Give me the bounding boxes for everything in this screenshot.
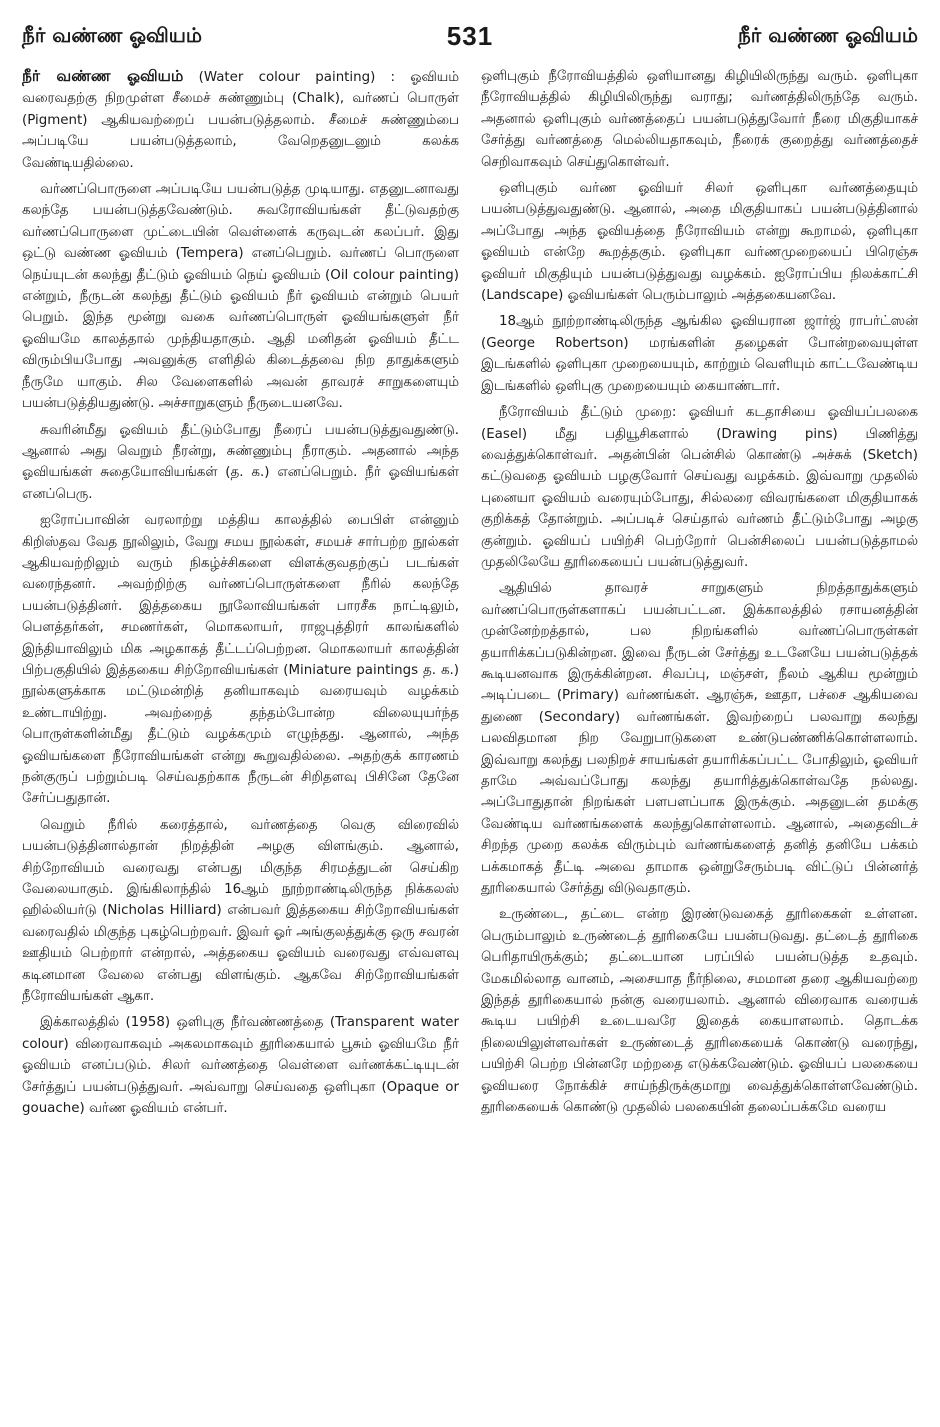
paragraph: வெறும் நீரில் கரைத்தால், வர்ணத்தை வெகு விரைவில் பயன்படுத்தினால்தான் நிறத்தின் அழகு விளங்கும். ஆனால், சிற்றோவியம் வரைவது என்பது மிகுந்த சிரமத்துடன் செய்கிற வேலையாகும். இங்கிலாந்தில் 16ஆம் நூற்றாண்டிலிருந்த நிக்கலஸ் ஹில்லியர்டு (Nicholas Hilliard) என்பவர் இத்தகைய சிற்றோவியங்கள் வரைவதில் மிகுந்த புகழ்பெற்றவர். இவர் ஓர் அங்குலத்துக்கு ஒரு சவரன் ஊதியம் பெற்றார் என்றால், அத்தகைய ஓவியம் வரைவது எவ்வளவு கடினமான வேலை என்பது விளங்கும். ஆகவே சிற்றோவியங்கள் நீரோவியங்கள் ஆகா. (22, 817, 459, 1005)
paragraph: உருண்டை, தட்டை என்ற இரண்டுவகைத் தூரிகைகள் உள்ளன. பெரும்பாலும் உருண்டைத் தூரிகையே பயன்படுவது. தட்டைத் தூரிகை பெரிதாயிருக்கும்; தட்டையான பரப்பில் பயன்படுத்த உதவும். மேகமில்லாத வானம், அசையாத நீர்நிலை, சமமான தரை ஆகியவற்றை இந்தத் தூரிகையால் நன்கு வரையலாம். ஆனால் விரைவாக வரையக் கூடிய பயிற்சி உடையவரே இதைக் கையாளலாம். தொடக்க நிலையிலுள்ளவர்கள் உருண்டைத் தூரிகையைக் கொண்டு வரைந்து, பயிற்சி பெற்ற பின்னரே மற்றதை எடுக்கவேண்டும். ஓவியப் பலகையை ஓவியரை நோக்கிச் சாய்ந்திருக்குமாறு வைத்துக்கொள்ளவேண்டும். தூரிகையைக் கொண்டு முதலில் பலகையின் தலைப்பக்கமே வரைய (481, 907, 918, 1116)
page-header (22, 16, 918, 56)
paragraph: வர்ணப்பொருளை அப்படியே பயன்படுத்த முடியாது. எதனுடனாவது கலந்தே பயன்படுத்தவேண்டும். சுவரோவியங்கள் தீட்டுவதற்கு வர்ணப்பொருளை முட்டையின் வெள்ளைக் கருவுடன் கலப்பர். இது ஒட்டு வண்ண ஓவியம் (Tempera) எனப்பெறும். வர்ணப் பொருளை நெய்யுடன் கலந்து தீட்டும் ஓவியம் நெய் ஓவியம் (Oil colour painting) என்றும், நீருடன் கலந்து தீட்டும் ஓவியம் நீர் ஓவியம் என்றும் பெயர் பெறும். இந்த மூன்று வகை வர்ணப்பொருள் ஓவியங்களுள் நீர் ஓவியமே காலத்தால் முந்தியதாகும். ஆதி மனிதன் ஓவியம் தீட்ட விரும்பியபோது அவனுக்கு எளிதில் கிடைத்தவை நிற தாதுக்களும் நீருமே யாகும். சில வேளைகளில் அவன் தாவரச் சாறுகளையும் பயன்படுத்தியதுண்டு. அச்சாறுகளும் நீருடையனவே. (22, 182, 459, 412)
article-body (22, 66, 918, 1387)
paragraph (22, 66, 459, 174)
paragraph-text: (Water colour painting) : ஓவியம் வரைவதற்கு நிறமுள்ள சீமைச் சுண்ணும்பு (Chalk), வர்ணப் பொருள் (Pigment) ஆகியவற்றைப் பயன்படுத்தலாம். சீமைச் சுண்ணும்பை அப்படியே பயன்படுத்தலாம், வேறெதனுடனும் கலக்க வேண்டியதில்லை. (22, 70, 459, 171)
paragraph: ஐரோப்பாவின் வரலாற்று மத்திய காலத்தில் பைபிள் என்னும் கிறிஸ்தவ வேத நூலிலும், வேறு சமய நூல்கள், சமயச் சார்பற்ற நூல்கள் ஆகியவற்றிலும் வரும் நிகழ்ச்சிகளை விளக்குவதற்குப் படங்கள் வரைந்தனர். அவற்றிற்கு வர்ணப்பொருள்களை நீரில் கலந்தே பயன்படுத்தினர். இத்தகைய நூலோவியங்கள் பாரசீக நாட்டிலும், பௌத்தர்கள், சமணர்கள், மொகலாயர், ராஜபுத்திரர் காலங்களில் இந்தியாவிலும் மிக அழகாகத் தீட்டப்பெற்றன. மொகலாயர் காலத்தின் பிற்பகுதியில் இத்தகைய சிற்றோவியங்கள் (Miniature paintings த. க.) நூல்களுக்காக மட்டுமன்றித் தனியாகவும் வரையவும் வழக்கம் உண்டாயிற்று. அவற்றைத் தந்தம்போன்ற விலையுயர்ந்த பொருள்களின்மீது தீட்டும் வழக்கமும் எழுந்தது. ஆனால், அந்த ஓவியங்களை நீரோவியங்கள் என்று கூறுவதில்லை. அதற்குக் காரணம் நன்குருப் பற்றும்படி செய்வதற்காக நீருடன் சிறிதளவு பிசினே தேனே சேர்ப்பதுதான். (22, 513, 459, 807)
paragraph: சுவரின்மீது ஓவியம் தீட்டும்போது நீரைப் பயன்படுத்துவதுண்டு. ஆனால் அது வெறும் நீரன்று, சுண்ணும்பு நீராகும். அதனால் அந்த ஓவியங்கள் சுதையோவியங்கள் (த. க.) எனப்பெறும். நீர் ஓவியங்கள் எனப்பெரு. (22, 422, 459, 502)
running-head-right: நீர் வண்ண ஓவியம் (737, 22, 918, 47)
paragraph: ஒளிபுகும் வர்ண ஓவியர் சிலர் ஒளிபுகா வர்ணத்தையும் பயன்படுத்துவதுண்டு. ஆனால், அதை மிகுதியாகப் பயன்படுத்தினால் அப்போது அந்த ஓவியத்தை நீரோவியம் என்று கூறாமல், ஒளிபுகா ஓவியம் என்றே கூறத்தகும். ஒளிபுகா வர்ணமுறையைப் பிரெஞ்சு ஓவியர் மிகுதியும் பயன்படுத்துவது வழக்கம். ஐரோப்பிய நிலக்காட்சி (Landscape) ஓவியங்கள் பெரும்பாலும் அத்தகையனவே. (481, 181, 918, 304)
page-number: 531 (446, 20, 494, 51)
paragraph: 18ஆம் நூற்றாண்டிலிருந்த ஆங்கில ஓவியரான ஜார்ஜ் ராபர்ட்ஸன் (George Robertson) மரங்களின் தழைகள் போன்றவையுள்ள இடங்களில் ஒளிபுகா முறையையும், காற்றும் வெளியும் காட்டவேண்டிய இடங்களில் ஒளிபுகு முறையையும் கையாண்டார். (481, 314, 918, 394)
paragraph: நீரோவியம் தீட்டும் முறை: ஓவியர் கடதாசியை ஓவியப்பலகை (Easel) மீது பதியூசிகளால் (Drawing pins) பிணித்து வைத்துக்கொள்வர். அதன்பின் பென்சில் கொண்டு அச்சுக் (Sketch) கட்டுவதை ஓவியம் பழகுவோர் செய்வது வழக்கம். இவ்வாறு முதலில் புனையா ஓவியம் வரையும்போது, சில்லரை விவரங்களை மிகுதியாகக் குறிக்கத் தோன்றும். அப்படிச் செய்தால் வர்ணம் தீட்டும்போது அழகு குன்றும். ஓவியப் பயிற்சி பெற்றோர் பென்சிலைப் பயன்படுத்தாமல் முதலிலேயே தூரிகையைப் பயன்படுத்துவர். (481, 405, 918, 570)
left-column (22, 66, 459, 1387)
running-head-left: நீர் வண்ண ஓவியம் (22, 22, 202, 47)
right-column (481, 66, 918, 1387)
paragraph: இக்காலத்தில் (1958) ஒளிபுகு நீர்வண்ணத்தை (Transparent water colour) விரைவாகவும் அகலமாகவும் தூரிகையால் பூசும் ஓவியமே நீர் ஓவியம் எனப்படும். சிலர் வர்ணத்தை வெள்ளை வர்ணக்கட்டியுடன் சேர்த்துப் பயன்படுத்துவர். அவ்வாறு செய்வதை ஒளிபுகா (Opaque or gouache) வர்ண ஓவியம் என்பர். (22, 1015, 459, 1117)
entry-headword: நீர் வண்ண ஓவியம் (22, 67, 184, 85)
paragraph: ஆதியில் தாவரச் சாறுகளும் நிறத்தாதுக்களும் வர்ணப்பொருள்களாகப் பயன்பட்டன. இக்காலத்தில் ரசாயனத்தின் முன்னேற்றத்தால், பல நிறங்களில் வர்ணப்பொருள்கள் தயாரிக்கப்படுகின்றன. இவை நீருடன் சேர்த்து உடனேயே பயன்படுத்தக் கூடியனவாக இருக்கின்றன. சிவப்பு, மஞ்சள், நீலம் ஆகிய மூன்றும் அடிப்படை (Primary) வர்ணங்கள். ஆரஞ்சு, ஊதா, பச்சை ஆகியவை துணை (Secondary) வர்ணங்கள். இவற்றைப் பலவாறு கலந்து பலவிதமான நிற வேறுபாடுகளை உண்டுபண்ணிக்கொள்ளலாம். இவ்வாறு கலந்து பலநிறச் சாயங்கள் தயாரிக்கப்பட்ட போதிலும், ஓவியர் தாமே அவ்வப்போது கலந்து தயாரித்துக்கொள்வதே நல்லது. அப்போதுதான் நிறங்கள் பளபளப்பாக இருக்கும். அதனுடன் தமக்கு வேண்டிய வர்ணங்களைக் கலந்துகொள்ளலாம். ஆனால், அதைவிடச் சிறந்த முறை கலக்க விரும்பும் வர்ணங்களைத் தனித் தனியே பக்கம் பக்கமாகத் தீட்டி அவை தாமாக ஒன்றுசேரும்படி விட்டுப் பின்னர்த் தூரிகையால் சேர்த்து விடுவதாகும். (481, 581, 918, 897)
paragraph: ஒளிபுகும் நீரோவியத்தில் ஒளியானது கிழியிலிருந்து வரும். ஒளிபுகா நீரோவியத்தில் கிழியிலிருந்து வராது; வர்ணத்திலிருந்தே வரும். அதனால் ஒளிபுகும் வர்ணத்தைப் பயன்படுத்துவோர் நீரை மிகுதியாகச் சேர்த்து வர்ணத்தை மெல்லியதாகவும், நீரைக் குறைத்து வர்ணத்தைச் செறிவாகவும் செய்துகொள்வர். (481, 69, 918, 170)
